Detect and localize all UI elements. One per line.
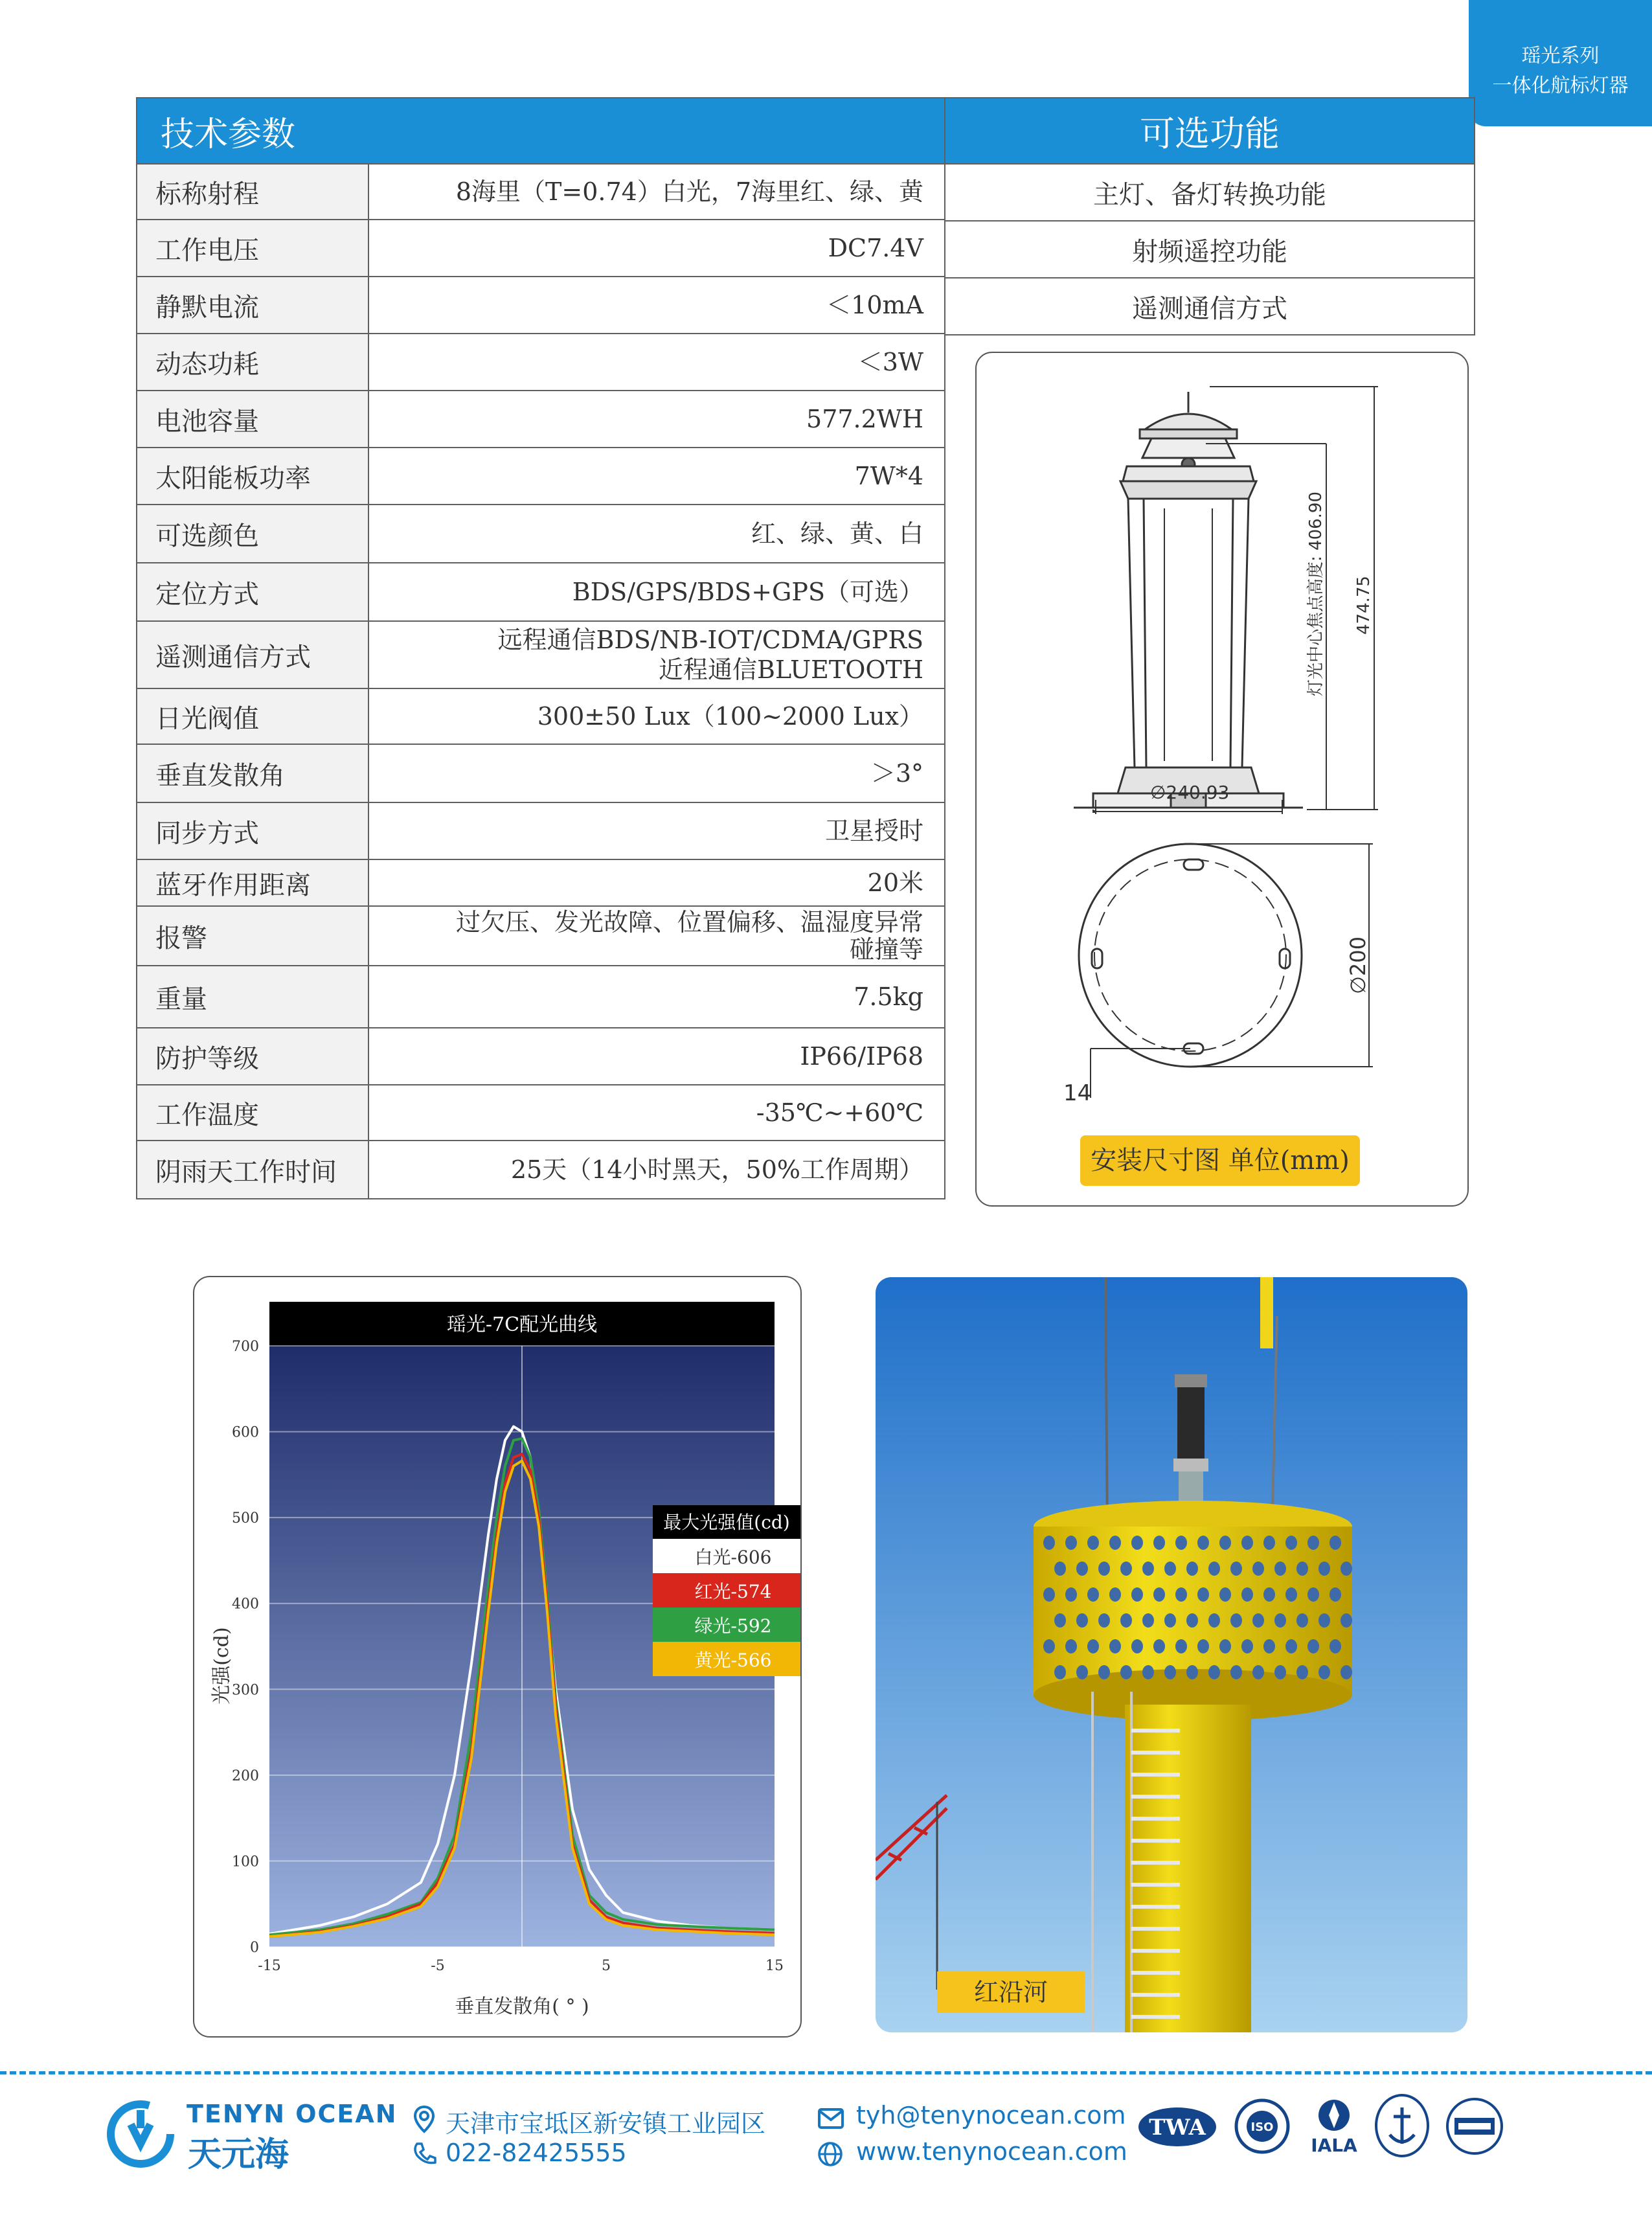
y-tick-label: 100 [232,1854,259,1870]
x-tick-label: 15 [765,1958,784,1974]
spec-value: ＜3W [368,334,945,391]
y-tick-label: 600 [232,1424,259,1441]
spec-value: 7.5kg [368,966,945,1028]
light-distribution-chart-panel [193,1276,802,2038]
spec-table [136,97,945,1199]
legend-item: 白光-606 [694,1547,772,1568]
spec-value: 8海里（T=0.74）白光，7海里红、绿、黄 [368,164,945,220]
chart-title: 瑶光-7C配光曲线 [446,1313,598,1336]
spec-value: 卫星授时 [368,802,945,859]
spec-label: 标称射程 [137,164,368,220]
iala-logo-text: IALA [1311,2135,1357,2154]
spec-value: IP66/IP68 [368,1028,945,1085]
series-tab [1469,0,1652,126]
spec-value: DC7.4V [368,220,945,277]
spec-value-line: 碰撞等 [849,935,923,964]
iso-logo-text: ISO [1250,2120,1274,2134]
brand-name-en: TENYN OCEAN [187,2100,398,2128]
phone-icon [412,2141,436,2166]
spec-value-multiline [368,906,945,966]
anchor-seal-logo [1374,2093,1430,2158]
x-ticks [258,1958,784,1974]
twa-logo-text: TWA [1149,2115,1206,2141]
optional-functions-header: 可选功能 [945,98,1475,164]
globe-icon [817,2141,843,2167]
spec-label: 日光阀值 [137,688,368,744]
y-axis-label: 光强(cd) [210,1627,233,1705]
spec-value: 20米 [368,859,945,906]
iso-logo [1234,2098,1290,2154]
installation-photo [876,1277,1467,2032]
y-tick-label: 0 [250,1940,259,1956]
location-icon [413,2105,435,2133]
twa-logo [1137,2106,1217,2148]
focal-height-label: 灯光中心焦点高度: 406.90 [1306,492,1326,696]
spec-label: 太阳能板功率 [137,448,368,505]
website: www.tenynocean.com [856,2137,1127,2166]
email: tyh@tenynocean.com [856,2101,1126,2129]
lantern-dimension-drawing [977,353,1467,1117]
legend-item: 绿光-592 [694,1615,772,1637]
footer-divider [0,2071,1652,2074]
spec-table-header: 技术参数 [137,98,945,164]
series-name: 瑶光系列 [1521,45,1600,67]
dimension-caption: 安装尺寸图 单位(mm) [1080,1135,1360,1186]
total-height-label: 474.75 [1354,576,1374,635]
optional-function-item: 射频遥控功能 [945,221,1475,278]
spec-label: 阴雨天工作时间 [137,1141,368,1199]
legend [653,1505,800,1676]
spec-label: 工作电压 [137,220,368,277]
legend-item: 红光-574 [694,1581,772,1602]
hole-size-label: 14 [1063,1080,1092,1106]
address: 天津市宝坻区新安镇工业园区 [446,2109,766,2138]
spec-value: 25天（14小时黑天，50%工作周期） [368,1141,945,1199]
spec-value: ＞3° [368,744,945,802]
spec-label: 蓝牙作用距离 [137,859,368,906]
spec-label: 工作温度 [137,1085,368,1141]
spec-label: 动态功耗 [137,334,368,391]
product-type: 一体化航标灯器 [1492,74,1629,97]
y-tick-label: 200 [232,1767,259,1784]
y-tick-label: 700 [232,1339,259,1355]
base-diameter-label: ∅240.93 [1150,782,1230,803]
spec-value-line: 远程通信BDS/NB-IOT/CDMA/GPRS [497,626,923,654]
legend-item: 黄光-566 [694,1650,772,1671]
x-axis-label: 垂直发散角( ° ) [455,1995,589,2018]
brand-name-cn: 天元海 [188,2135,289,2174]
spec-value-line: 近程通信BLUETOOTH [659,655,923,684]
spec-value: 577.2WH [368,391,945,448]
dimension-drawing-panel [975,352,1469,1207]
brand-logo-icon [105,2098,176,2170]
x-tick-label: -5 [431,1958,445,1974]
spec-value: BDS/GPS/BDS+GPS（可选） [368,563,945,621]
y-tick-label: 400 [232,1596,259,1613]
spec-label: 报警 [137,906,368,966]
phone: 022-82425555 [446,2139,627,2167]
spec-label: 静默电流 [137,277,368,334]
light-distribution-chart [194,1277,800,2036]
spec-value: 7W*4 [368,448,945,505]
legend-title: 最大光强值(cd) [663,1512,790,1533]
spec-label: 可选颜色 [137,505,368,563]
spec-label: 电池容量 [137,391,368,448]
spec-label: 重量 [137,966,368,1028]
photo-caption: 红沿河 [937,1971,1085,2013]
spec-label: 同步方式 [137,802,368,859]
y-tick-label: 300 [232,1682,259,1699]
optional-function-item: 主灯、备灯转换功能 [945,164,1475,221]
spec-value-line: 过欠压、发光故障、位置偏移、温湿度异常 [455,908,923,937]
optional-functions-table [944,97,1475,335]
buoy-photo-illustration [876,1277,1467,2032]
x-tick-label: 5 [602,1958,611,1974]
spec-label: 防护等级 [137,1028,368,1085]
spec-label: 遥测通信方式 [137,621,368,688]
x-tick-label: -15 [258,1958,281,1974]
y-ticks [232,1339,259,1956]
spec-value: ＜10mA [368,277,945,334]
classification-society-logo [1439,2097,1510,2155]
spec-value: 红、绿、黄、白 [368,505,945,563]
y-tick-label: 500 [232,1510,259,1527]
spec-value: -35℃~+60℃ [368,1085,945,1141]
spec-label: 垂直发散角 [137,744,368,802]
spec-label: 定位方式 [137,563,368,621]
iala-logo [1303,2096,1365,2154]
optional-function-item: 遥测通信方式 [945,278,1475,335]
spec-value-multiline [368,621,945,688]
mount-diameter-label: ∅200 [1346,937,1370,994]
spec-value: 300±50 Lux（100~2000 Lux） [368,688,945,744]
email-icon [817,2107,844,2129]
